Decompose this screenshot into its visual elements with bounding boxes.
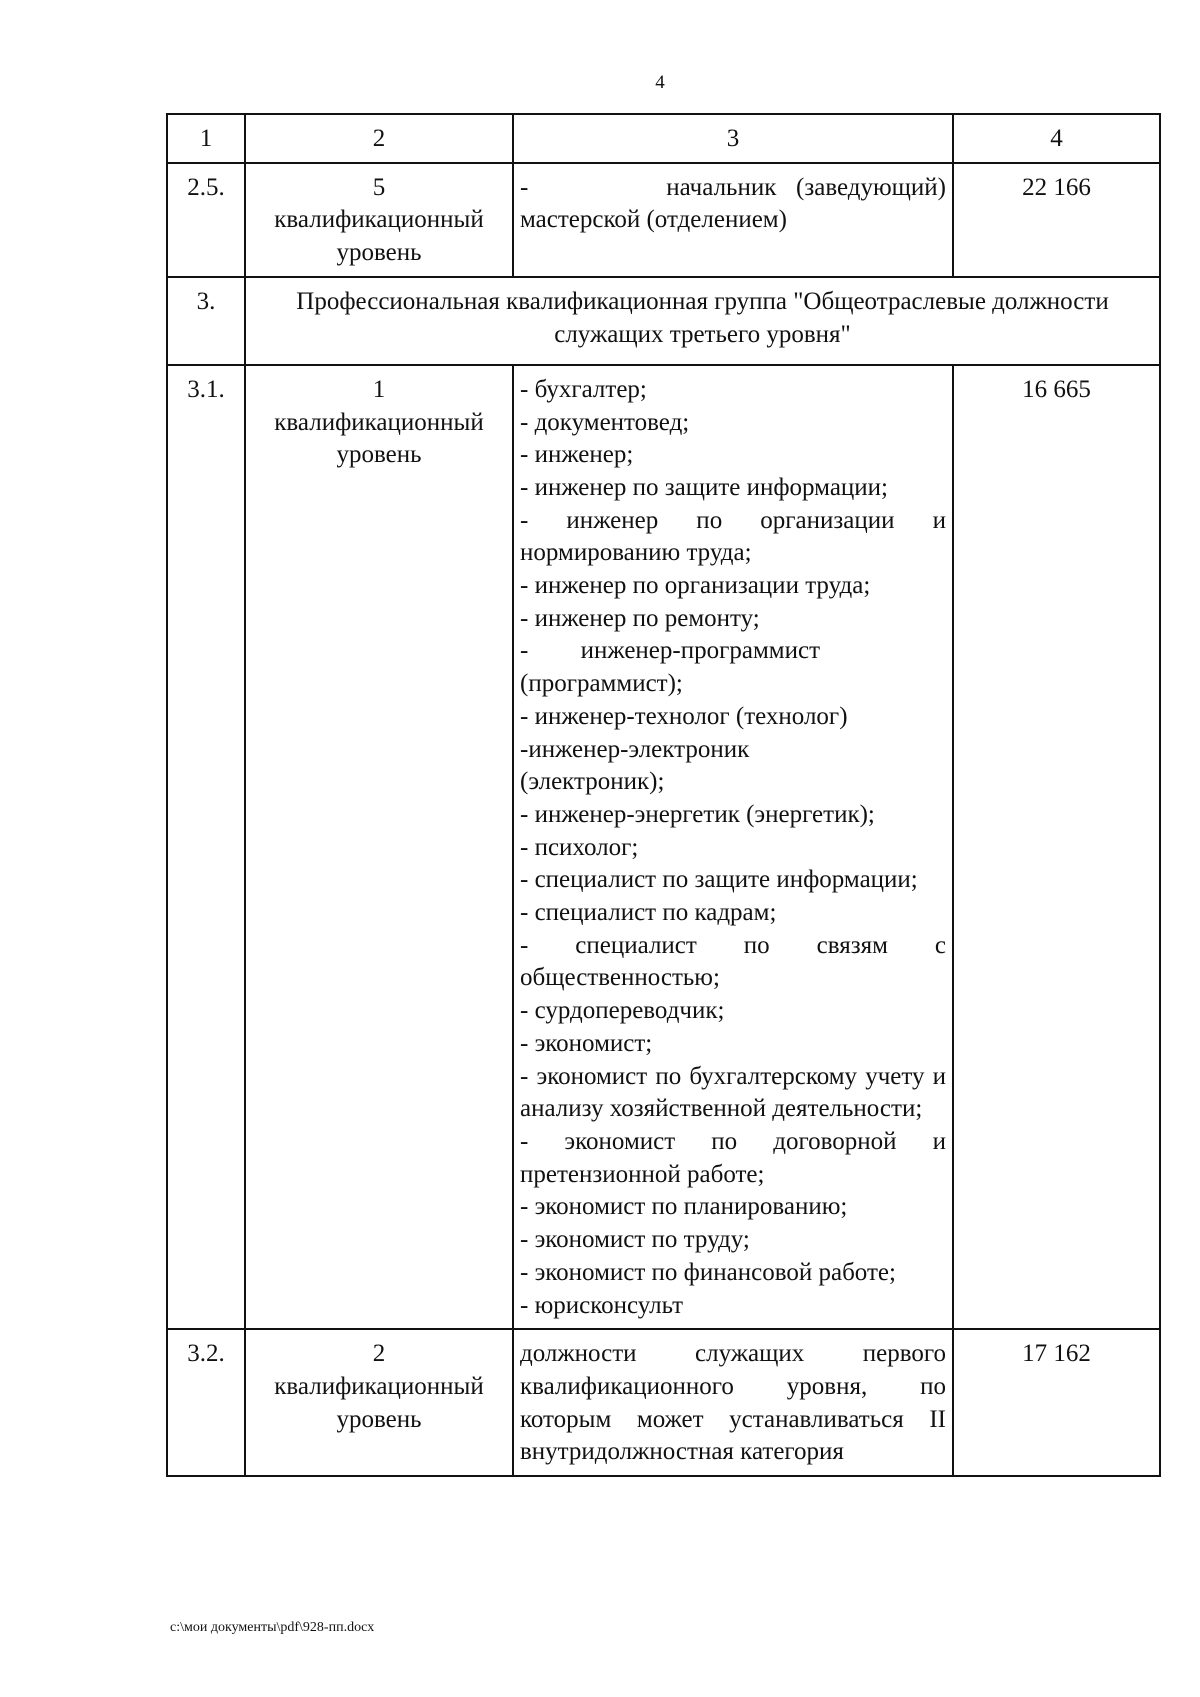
qualification-level <box>245 365 513 1329</box>
table-row-2-5 <box>167 163 1160 277</box>
level-word: квалификационный <box>274 408 484 436</box>
header-cell-1: 1 <box>167 114 245 163</box>
position-item: - инженер по организации и нормированию труда; <box>520 506 946 567</box>
position-description: должности служащих первого квалификационного уровня, по которым может устанавливаться II внутридолжностная категория <box>513 1329 953 1476</box>
position-item: -инженер-электроник (электроник); <box>520 735 750 796</box>
level-number: 5 <box>372 173 386 201</box>
header-cell-2: 2 <box>245 114 513 163</box>
position-item: - сурдопереводчик; <box>520 997 725 1025</box>
salary-value: 16 665 <box>953 365 1160 1329</box>
position-item: - инженер-технолог (технолог) <box>520 702 848 730</box>
position-item: - психолог; <box>520 833 639 861</box>
position-item: - специалист по защите информации; <box>520 866 918 894</box>
position-item: - специалист по кадрам; <box>520 899 777 927</box>
table-header-row <box>167 114 1160 163</box>
row-number: 3.2. <box>167 1329 245 1476</box>
qualification-level <box>245 163 513 277</box>
level-word: квалификационный <box>274 206 484 234</box>
header-cell-4: 4 <box>953 114 1160 163</box>
position-item: - экономист по бухгалтерскому учету и анализу хозяйственной деятельности; <box>520 1062 946 1123</box>
salary-table <box>166 113 1161 1477</box>
table-row-3 <box>167 277 1160 365</box>
level-suffix: уровень <box>336 239 422 267</box>
position-item: - инженер по ремонту; <box>520 604 760 632</box>
header-cell-3: 3 <box>513 114 953 163</box>
position-item: - специалист по связям с общественностью; <box>520 931 946 992</box>
qualification-level <box>245 1329 513 1476</box>
position-description: - начальник (заведующий) мастерской (отделением) <box>513 163 953 277</box>
position-item: - документовед; <box>520 408 690 436</box>
level-suffix: уровень <box>336 441 422 469</box>
position-item: - бухгалтер; <box>520 375 647 403</box>
row-number: 2.5. <box>167 163 245 277</box>
position-item: - экономист по планированию; <box>520 1193 848 1221</box>
table-row-3-1 <box>167 365 1160 1329</box>
file-path-footer: c:\мои документы\pdf\928-пп.docx <box>170 1620 375 1635</box>
level-word: квалификационный <box>274 1372 484 1400</box>
level-suffix: уровень <box>336 1405 422 1433</box>
position-item: - экономист; <box>520 1029 653 1057</box>
level-number: 2 <box>372 1340 386 1368</box>
level-number: 1 <box>372 375 386 403</box>
position-item: - экономист по труду; <box>520 1226 750 1254</box>
group-title: Профессиональная квалификационная группа "Общеотраслевые должности служащих третьего уровня" <box>245 277 1160 365</box>
row-number: 3.1. <box>167 365 245 1329</box>
salary-value: 17 162 <box>953 1329 1160 1476</box>
position-item: - юрисконсульт <box>520 1291 684 1319</box>
position-item: - инженер-программист (программист); <box>520 637 820 698</box>
position-item: - инженер по защите информации; <box>520 473 889 501</box>
position-item: - экономист по договорной и претензионной работе; <box>520 1127 946 1188</box>
position-item: - инженер по организации труда; <box>520 572 871 600</box>
group-number: 3. <box>167 277 245 365</box>
table-row-3-2 <box>167 1329 1160 1476</box>
position-item: - инженер; <box>520 441 634 469</box>
salary-value: 22 166 <box>953 163 1160 277</box>
position-item: - экономист по финансовой работе; <box>520 1258 896 1286</box>
position-list <box>513 365 953 1329</box>
position-item: - инженер-энергетик (энергетик); <box>520 800 875 828</box>
page-number: 4 <box>655 72 665 93</box>
